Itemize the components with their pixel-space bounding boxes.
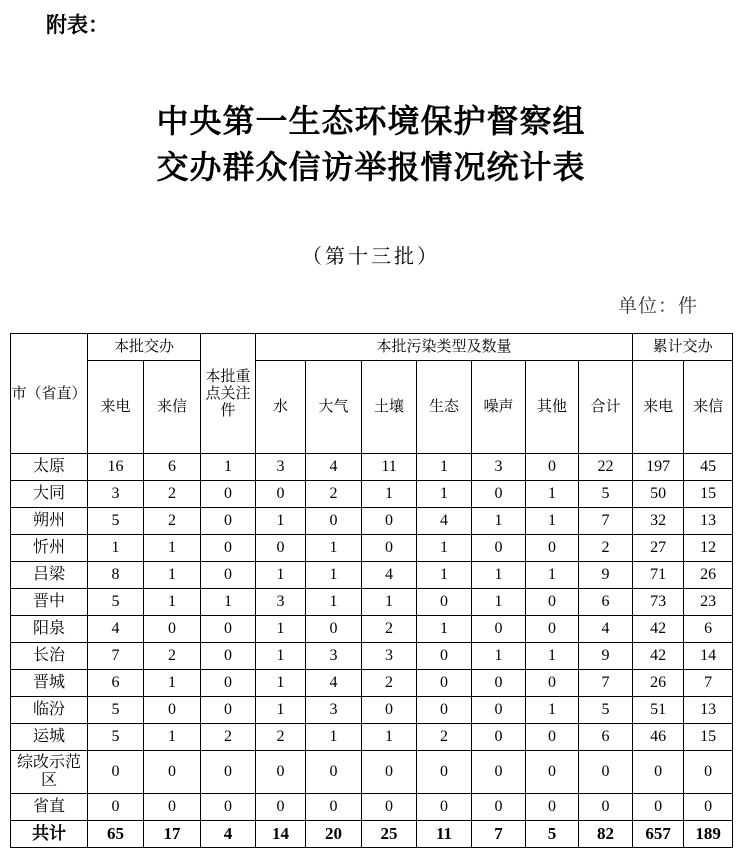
cell-noise: 1 xyxy=(472,508,526,535)
cell-water: 1 xyxy=(256,670,306,697)
cell-cum-call: 657 xyxy=(633,821,684,848)
cell-cum-letter: 12 xyxy=(684,535,733,562)
table-row xyxy=(11,562,733,589)
cell-soil: 0 xyxy=(362,508,417,535)
table-row xyxy=(11,751,733,794)
cell-call: 5 xyxy=(88,589,144,616)
cell-soil: 3 xyxy=(362,643,417,670)
cell-air: 3 xyxy=(306,697,362,724)
batch-label: （第十三批） xyxy=(302,244,440,268)
cell-air: 20 xyxy=(306,821,362,848)
cell-other: 0 xyxy=(526,670,579,697)
cell-soil: 0 xyxy=(362,697,417,724)
cell-letter: 1 xyxy=(144,535,201,562)
cell-water: 1 xyxy=(256,697,306,724)
cell-cum-call: 71 xyxy=(633,562,684,589)
cell-other: 1 xyxy=(526,697,579,724)
cell-noise: 0 xyxy=(472,535,526,562)
cell-cum-call: 46 xyxy=(633,724,684,751)
cell-subtotal: 9 xyxy=(579,562,633,589)
cell-city: 晋中 xyxy=(11,589,88,616)
cell-ecology: 0 xyxy=(417,589,472,616)
cell-cum-letter: 13 xyxy=(684,508,733,535)
attachment-label: 附表： xyxy=(46,13,109,37)
cell-other: 5 xyxy=(526,821,579,848)
cell-key: 0 xyxy=(201,794,256,821)
table-row xyxy=(11,454,733,481)
cell-key: 0 xyxy=(201,562,256,589)
cell-key: 0 xyxy=(201,751,256,794)
header-cum-call: 来电 xyxy=(633,361,684,454)
header-pollution-types: 本批污染类型及数量 xyxy=(256,334,633,361)
cell-cum-letter: 13 xyxy=(684,697,733,724)
cell-soil: 2 xyxy=(362,670,417,697)
cell-noise: 0 xyxy=(472,751,526,794)
cell-soil: 2 xyxy=(362,616,417,643)
cell-key: 0 xyxy=(201,643,256,670)
cell-noise: 7 xyxy=(472,821,526,848)
cell-subtotal: 9 xyxy=(579,643,633,670)
cell-cum-call: 0 xyxy=(633,751,684,794)
cell-soil: 0 xyxy=(362,794,417,821)
cell-air: 0 xyxy=(306,508,362,535)
cell-noise: 0 xyxy=(472,616,526,643)
cell-city: 运城 xyxy=(11,724,88,751)
cell-city: 忻州 xyxy=(11,535,88,562)
cell-soil: 0 xyxy=(362,535,417,562)
cell-cum-letter: 7 xyxy=(684,670,733,697)
cell-ecology: 1 xyxy=(417,616,472,643)
cell-air: 1 xyxy=(306,589,362,616)
cell-ecology: 1 xyxy=(417,454,472,481)
cell-city: 临汾 xyxy=(11,697,88,724)
cell-other: 1 xyxy=(526,481,579,508)
cell-noise: 0 xyxy=(472,724,526,751)
cell-cum-call: 50 xyxy=(633,481,684,508)
cell-subtotal: 5 xyxy=(579,697,633,724)
cell-air: 4 xyxy=(306,670,362,697)
cell-letter: 0 xyxy=(144,616,201,643)
cell-noise: 1 xyxy=(472,562,526,589)
cell-city: 太原 xyxy=(11,454,88,481)
cell-cum-call: 42 xyxy=(633,616,684,643)
page-title-line2: 交办群众信访举报情况统计表 xyxy=(156,148,586,186)
table-row xyxy=(11,535,733,562)
cell-cum-call: 32 xyxy=(633,508,684,535)
header-ecology: 生态 xyxy=(417,361,472,454)
cell-other: 0 xyxy=(526,589,579,616)
cell-air: 1 xyxy=(306,562,362,589)
header-city: 市（省直） xyxy=(11,334,88,454)
cell-other: 0 xyxy=(526,724,579,751)
cell-letter: 2 xyxy=(144,508,201,535)
cell-noise: 0 xyxy=(472,670,526,697)
cell-other: 0 xyxy=(526,751,579,794)
cell-water: 3 xyxy=(256,589,306,616)
cell-call: 0 xyxy=(88,794,144,821)
cell-water: 0 xyxy=(256,535,306,562)
header-letter: 来信 xyxy=(144,361,201,454)
cell-soil: 1 xyxy=(362,589,417,616)
cell-ecology: 0 xyxy=(417,697,472,724)
cell-air: 0 xyxy=(306,616,362,643)
cell-other: 0 xyxy=(526,535,579,562)
header-this-batch: 本批交办 xyxy=(88,334,201,361)
cell-air: 2 xyxy=(306,481,362,508)
page-title-line1: 中央第一生态环境保护督察组 xyxy=(156,102,586,140)
cell-water: 1 xyxy=(256,508,306,535)
cell-ecology: 0 xyxy=(417,643,472,670)
cell-key: 0 xyxy=(201,670,256,697)
cell-key: 0 xyxy=(201,481,256,508)
cell-subtotal: 4 xyxy=(579,616,633,643)
cell-ecology: 0 xyxy=(417,794,472,821)
cell-soil: 0 xyxy=(362,751,417,794)
cell-key: 2 xyxy=(201,724,256,751)
cell-subtotal: 0 xyxy=(579,751,633,794)
cell-subtotal: 7 xyxy=(579,670,633,697)
cell-other: 0 xyxy=(526,454,579,481)
header-call: 来电 xyxy=(88,361,144,454)
header-soil: 土壤 xyxy=(362,361,417,454)
header-air: 大气 xyxy=(306,361,362,454)
cell-cum-call: 0 xyxy=(633,794,684,821)
cell-key: 1 xyxy=(201,589,256,616)
cell-cum-letter: 23 xyxy=(684,589,733,616)
table-row xyxy=(11,643,733,670)
cell-city: 共计 xyxy=(11,821,88,848)
cell-water: 3 xyxy=(256,454,306,481)
cell-letter: 2 xyxy=(144,643,201,670)
header-noise: 噪声 xyxy=(472,361,526,454)
cell-water: 14 xyxy=(256,821,306,848)
cell-ecology: 2 xyxy=(417,724,472,751)
cell-air: 4 xyxy=(306,454,362,481)
cell-subtotal: 2 xyxy=(579,535,633,562)
cell-key: 0 xyxy=(201,616,256,643)
cell-city: 长治 xyxy=(11,643,88,670)
cell-cum-letter: 6 xyxy=(684,616,733,643)
cell-letter: 1 xyxy=(144,589,201,616)
cell-call: 4 xyxy=(88,616,144,643)
cell-cum-letter: 0 xyxy=(684,794,733,821)
cell-subtotal: 5 xyxy=(579,481,633,508)
cell-water: 1 xyxy=(256,643,306,670)
cell-other: 1 xyxy=(526,508,579,535)
cell-soil: 1 xyxy=(362,481,417,508)
statistics-table xyxy=(10,333,733,848)
cell-subtotal: 7 xyxy=(579,508,633,535)
table-row xyxy=(11,616,733,643)
cell-subtotal: 6 xyxy=(579,589,633,616)
cell-noise: 0 xyxy=(472,794,526,821)
cell-subtotal: 82 xyxy=(579,821,633,848)
cell-noise: 1 xyxy=(472,643,526,670)
cell-cum-call: 73 xyxy=(633,589,684,616)
cell-water: 0 xyxy=(256,751,306,794)
header-other: 其他 xyxy=(526,361,579,454)
cell-key: 4 xyxy=(201,821,256,848)
cell-cum-letter: 0 xyxy=(684,751,733,794)
cell-letter: 17 xyxy=(144,821,201,848)
cell-water: 1 xyxy=(256,562,306,589)
table-row xyxy=(11,794,733,821)
table-row xyxy=(11,697,733,724)
cell-key: 1 xyxy=(201,454,256,481)
cell-call: 7 xyxy=(88,643,144,670)
cell-city: 晋城 xyxy=(11,670,88,697)
cell-call: 5 xyxy=(88,508,144,535)
header-subtotal: 合计 xyxy=(579,361,633,454)
cell-air: 1 xyxy=(306,535,362,562)
cell-letter: 1 xyxy=(144,562,201,589)
cell-cum-letter: 14 xyxy=(684,643,733,670)
table-row xyxy=(11,481,733,508)
cell-call: 5 xyxy=(88,697,144,724)
cell-water: 1 xyxy=(256,616,306,643)
cell-letter: 6 xyxy=(144,454,201,481)
cell-water: 0 xyxy=(256,481,306,508)
cell-cum-letter: 15 xyxy=(684,724,733,751)
cell-cum-call: 42 xyxy=(633,643,684,670)
cell-air: 0 xyxy=(306,794,362,821)
cell-air: 0 xyxy=(306,751,362,794)
header-cum-letter: 来信 xyxy=(684,361,733,454)
cell-water: 2 xyxy=(256,724,306,751)
cell-ecology: 1 xyxy=(417,535,472,562)
cell-ecology: 0 xyxy=(417,670,472,697)
cell-soil: 11 xyxy=(362,454,417,481)
cell-call: 8 xyxy=(88,562,144,589)
table-row xyxy=(11,670,733,697)
cell-air: 3 xyxy=(306,643,362,670)
cell-ecology: 4 xyxy=(417,508,472,535)
cell-letter: 1 xyxy=(144,724,201,751)
cell-letter: 0 xyxy=(144,794,201,821)
cell-noise: 0 xyxy=(472,697,526,724)
cell-call: 6 xyxy=(88,670,144,697)
cell-ecology: 1 xyxy=(417,562,472,589)
cell-letter: 0 xyxy=(144,697,201,724)
cell-cum-call: 26 xyxy=(633,670,684,697)
cell-ecology: 11 xyxy=(417,821,472,848)
header-water: 水 xyxy=(256,361,306,454)
cell-city: 朔州 xyxy=(11,508,88,535)
cell-noise: 1 xyxy=(472,589,526,616)
cell-cum-letter: 45 xyxy=(684,454,733,481)
cell-key: 0 xyxy=(201,508,256,535)
cell-cum-call: 51 xyxy=(633,697,684,724)
cell-water: 0 xyxy=(256,794,306,821)
cell-city: 吕梁 xyxy=(11,562,88,589)
table-row xyxy=(11,589,733,616)
table-row xyxy=(11,508,733,535)
cell-soil: 4 xyxy=(362,562,417,589)
cell-soil: 25 xyxy=(362,821,417,848)
cell-subtotal: 22 xyxy=(579,454,633,481)
cell-ecology: 0 xyxy=(417,751,472,794)
header-key-focus: 本批重点关注件 xyxy=(201,334,256,454)
table-row xyxy=(11,724,733,751)
cell-ecology: 1 xyxy=(417,481,472,508)
cell-noise: 0 xyxy=(472,481,526,508)
cell-cum-letter: 15 xyxy=(684,481,733,508)
cell-letter: 0 xyxy=(144,751,201,794)
cell-cum-letter: 26 xyxy=(684,562,733,589)
cell-call: 16 xyxy=(88,454,144,481)
cell-call: 1 xyxy=(88,535,144,562)
cell-call: 0 xyxy=(88,751,144,794)
cell-key: 0 xyxy=(201,697,256,724)
cell-call: 3 xyxy=(88,481,144,508)
unit-label: 单位：件 xyxy=(617,295,698,317)
cell-city: 阳泉 xyxy=(11,616,88,643)
cell-soil: 1 xyxy=(362,724,417,751)
cell-city: 大同 xyxy=(11,481,88,508)
cell-other: 1 xyxy=(526,562,579,589)
cell-cum-call: 197 xyxy=(633,454,684,481)
cell-call: 5 xyxy=(88,724,144,751)
header-cumulative: 累计交办 xyxy=(633,334,733,361)
total-row xyxy=(11,821,733,848)
cell-air: 1 xyxy=(306,724,362,751)
cell-subtotal: 0 xyxy=(579,794,633,821)
cell-other: 0 xyxy=(526,616,579,643)
cell-letter: 2 xyxy=(144,481,201,508)
cell-call: 65 xyxy=(88,821,144,848)
cell-cum-letter: 189 xyxy=(684,821,733,848)
cell-other: 1 xyxy=(526,643,579,670)
cell-city: 省直 xyxy=(11,794,88,821)
cell-city: 综改示范区 xyxy=(11,751,88,794)
cell-subtotal: 6 xyxy=(579,724,633,751)
cell-other: 0 xyxy=(526,794,579,821)
cell-noise: 3 xyxy=(472,454,526,481)
cell-letter: 1 xyxy=(144,670,201,697)
cell-cum-call: 27 xyxy=(633,535,684,562)
cell-key: 0 xyxy=(201,535,256,562)
